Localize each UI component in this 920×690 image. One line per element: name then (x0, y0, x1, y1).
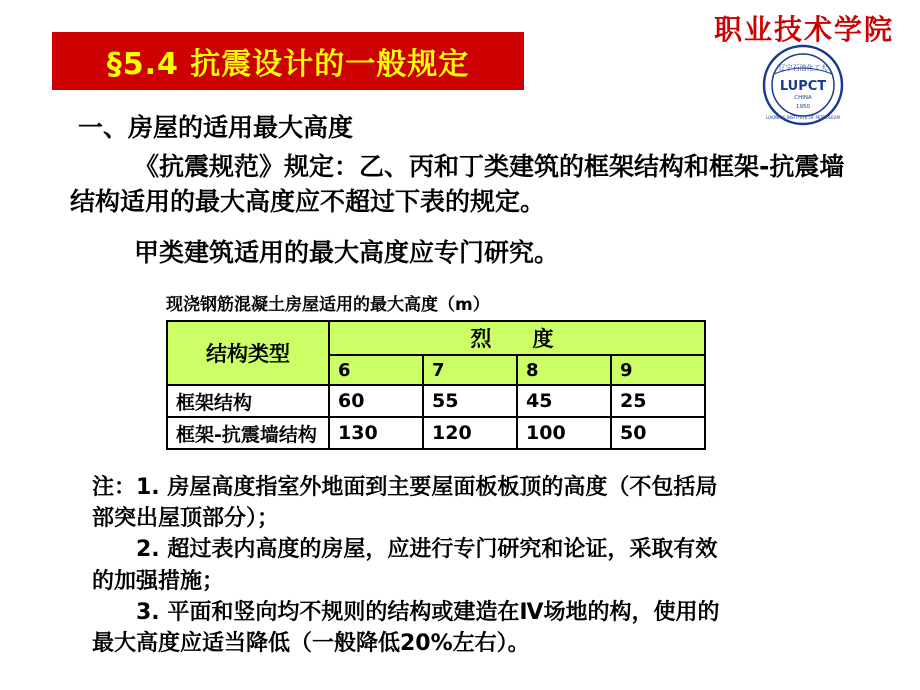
cell-frame-9: 25 (611, 385, 705, 417)
note-line-6: 最大高度应适当降低（一般降低20%左右）。 (92, 631, 530, 657)
school-name: 职业技术学院 (713, 13, 894, 46)
svg-text:LIAONING INSTITUTE OF PETROLEU: LIAONING INSTITUTE OF PETROLEUM (766, 115, 840, 120)
cell-frame-shearwall-7: 120 (423, 417, 517, 449)
paragraph-2: 甲类建筑适用的最大高度应专门研究。 (134, 238, 560, 267)
table-header-row-1 (167, 321, 705, 355)
page-title: §5.4 抗震设计的一般规定 (106, 47, 470, 82)
table-header-intensity: 烈 度 (329, 321, 705, 355)
row-label-frame: 框架结构 (167, 385, 329, 417)
cell-frame-7: 55 (423, 385, 517, 417)
school-logo-icon (762, 44, 844, 126)
svg-text:1950: 1950 (796, 104, 810, 110)
svg-text:LUPCT: LUPCT (779, 79, 827, 94)
note-line-1: 注：1. 房屋高度指室外地面到主要屋面板板顶的高度（不包括局 (92, 475, 718, 500)
section-heading: 一、房屋的适用最大高度 (78, 113, 354, 142)
max-height-table (166, 320, 706, 450)
table-row (167, 385, 705, 417)
table-header-level-9: 9 (611, 355, 705, 385)
notes-block (92, 472, 882, 659)
table-header-level-6: 6 (329, 355, 423, 385)
paragraph-1: 《抗震规范》规定：乙、丙和丁类建筑的框架结构和框架-抗震墙结构适用的最大高度应不超过下表的规定。 (70, 152, 845, 216)
row-label-frame-shearwall: 框架-抗震墙结构 (167, 417, 329, 449)
note-line-3: 2. 超过表内高度的房屋，应进行专门研究和论证，采取有效 (136, 537, 718, 563)
table-header-structure-type: 结构类型 (167, 321, 329, 385)
cell-frame-shearwall-9: 50 (611, 417, 705, 449)
note-line-4: 的加强措施； (92, 568, 225, 594)
cell-frame-shearwall-6: 130 (329, 417, 423, 449)
title-banner (52, 32, 524, 90)
table-header-level-8: 8 (517, 355, 611, 385)
table-header-level-7: 7 (423, 355, 517, 385)
cell-frame-shearwall-8: 100 (517, 417, 611, 449)
note-line-5: 3. 平面和竖向均不规则的结构或建造在Ⅳ场地的构，使用的 (136, 599, 720, 625)
table-caption: 现浇钢筋混凝土房屋适用的最大高度（m） (166, 295, 490, 315)
table-row (167, 417, 705, 449)
cell-frame-6: 60 (329, 385, 423, 417)
svg-text:CHINA: CHINA (794, 95, 812, 101)
svg-text:辽宁石油化工大: 辽宁石油化工大 (778, 64, 828, 72)
cell-frame-8: 45 (517, 385, 611, 417)
note-line-2: 部突出屋顶部分）； (92, 506, 280, 532)
